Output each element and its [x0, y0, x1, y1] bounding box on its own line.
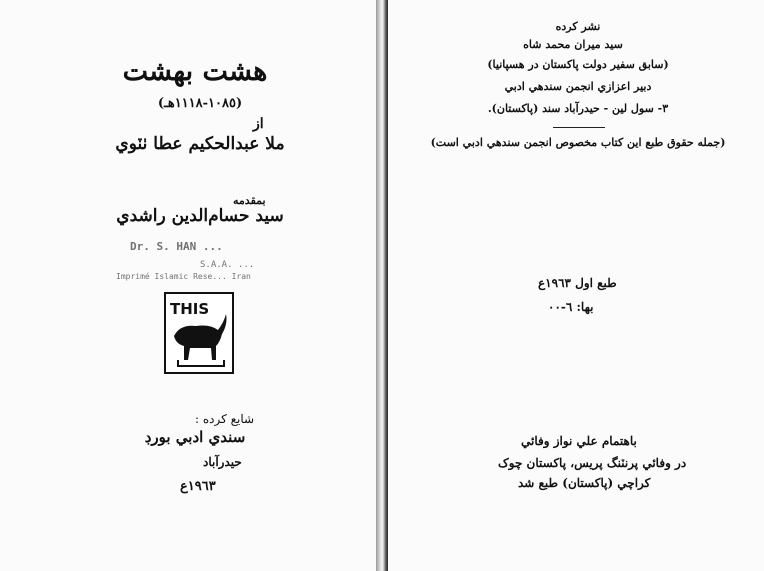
separator-rule [553, 127, 605, 128]
price: بها: ٦-٠٠ [548, 300, 594, 314]
left-page [0, 0, 376, 571]
printed-city: کراچي (پاکستان) طبع شد [518, 476, 651, 490]
edition: طبع اول ١٩٦٣ع [538, 276, 617, 290]
library-stamp-line-1: Dr. S. HAN ... [130, 240, 223, 253]
book-title: هشت بهشت [122, 56, 268, 87]
publisher-name: سندي ادبي بورڊ [144, 428, 246, 446]
address: ٣- سول لين - حيدرآباد سند (پاکستان). [487, 102, 669, 115]
published-by-label: نشر کرده [555, 20, 601, 33]
intro-author: سيد حسام‌الدين راشدي [116, 206, 284, 226]
publisher-person: سيد ميران محمد شاه [523, 38, 623, 51]
publisher-label: شایع کرده : [195, 412, 255, 426]
publication-year: ١٩٦٣ع [180, 479, 216, 494]
right-page [388, 0, 764, 571]
seal-script: THIS [170, 300, 210, 318]
bull-seal-icon [166, 294, 232, 372]
book-dates: (١٠٨٥-١١١٨هـ) [157, 96, 243, 111]
book-gutter [376, 0, 388, 571]
honorary-position: دبير اعزازي انجمن سندهي ادبي [504, 80, 652, 93]
library-stamp-line-2: S.A.A. ... [200, 260, 255, 270]
bull-shape [174, 314, 227, 360]
rights-notice: (جمله حقوق طبع اين كتاب مخصوص انجمن سندهي ادبي است) [430, 136, 726, 149]
press-name: در وفائي پرنٽنگ پريس، پاکستان چوک [498, 456, 687, 470]
supervision: باهتمام علي نواز وفائي [521, 434, 637, 448]
from-label: از [253, 116, 264, 132]
bull-seal-image [164, 292, 234, 374]
publisher-city: حيدرآباد [203, 455, 242, 469]
former-title: (سابق سفير دولت پاکستان در هسپانیا) [487, 58, 669, 71]
library-stamp-line-3: Imprimé Islamic Rese... Iran [116, 272, 251, 281]
intro-label: بمقدمه [233, 194, 266, 207]
author-name: ملا عبدالحكيم عطا ٺٽوي [115, 134, 285, 154]
